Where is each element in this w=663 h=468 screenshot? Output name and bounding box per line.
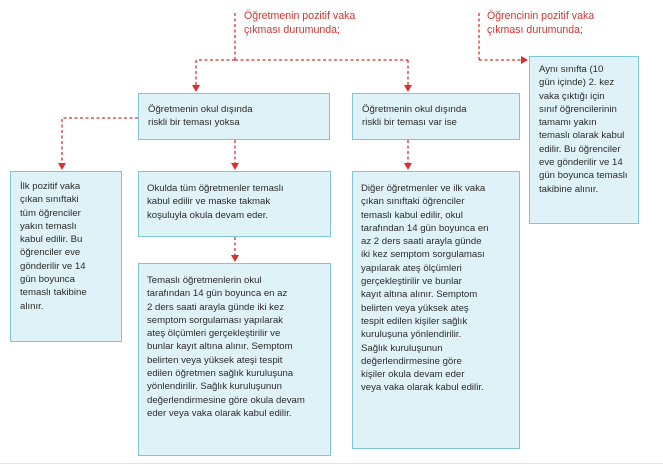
- arrow-head: [521, 56, 528, 64]
- bottom-divider: [0, 463, 663, 464]
- arrow-head: [231, 163, 239, 170]
- other-teachers-box: Diğer öğretmenler ve ilk vaka çıkan sınıftaki öğrenciler temaslı kabul edilir, okul tarafından 14 gün boyunca en az 2 ders saati arayla günde iki kez semptom sorgulaması yapılarak ateş ölçümleri gerçekleştirilir ve bunlar kayıt altına alınır. Semptom belirten veya yüksek ateş tespit edilen kişiler sağlık kuruluşuna yönlendirilir. Sağlık kuruluşunun değerlendirmesine göre kişiler okula devam eder veya vaka olarak kabul edilir.: [352, 171, 520, 449]
- student-case-box: Aynı sınıfta (10 gün içinde) 2. kez vaka çıktığı için sınıf öğrencilerinin tamamı yakın temaslı olarak kabul edilir. Bu öğrenciler eve gönderilir ve 14 gün boyunca temaslı takibine alınır.: [529, 56, 639, 224]
- teacher-case-heading: Öğretmenin pozitif vaka çıkması durumunda;: [244, 10, 356, 36]
- teacher-monitoring-box: Temaslı öğretmenlerin okul tarafından 14 gün boyunca en az 2 ders saati arayla günde iki kez semptom sorgulaması yapılarak ateş ölçümleri gerçekleştirilir ve bunlar kayıt altına alınır. Semptom belirten veya yüksek ateşi tespit edilen öğretmen sağlık kuruluşuna yönlendirilir. Sağlık kuruluşunun değerlendirmesine göre okula devam eder veya vaka olarak kabul edilir.: [138, 263, 331, 456]
- arrow-head: [58, 163, 66, 170]
- arrow-head: [404, 85, 412, 92]
- arrow-head: [192, 85, 200, 92]
- arrow-head: [231, 255, 239, 262]
- student-case-heading: Öğrencinin pozitif vaka çıkması durumunda;: [487, 10, 595, 36]
- risky-contact-box: Öğretmenin okul dışında riskli bir teması var ise: [352, 93, 520, 140]
- all-teachers-box: Okulda tüm öğretmenler temaslı kabul edilir ve maske takmak koşuluyla okula devam eder.: [138, 171, 331, 237]
- no-risky-contact-box: Öğretmenin okul dışında riskli bir teması yoksa: [138, 93, 330, 140]
- class-students-box: İlk pozitif vaka çıkan sınıftaki tüm öğrenciler yakın temaslı kabul edilir. Bu öğrenciler eve gönderilir ve 14 gün boyunca temaslı takibine alınır.: [10, 171, 122, 342]
- connector-line: [62, 118, 138, 164]
- arrow-head: [404, 163, 412, 170]
